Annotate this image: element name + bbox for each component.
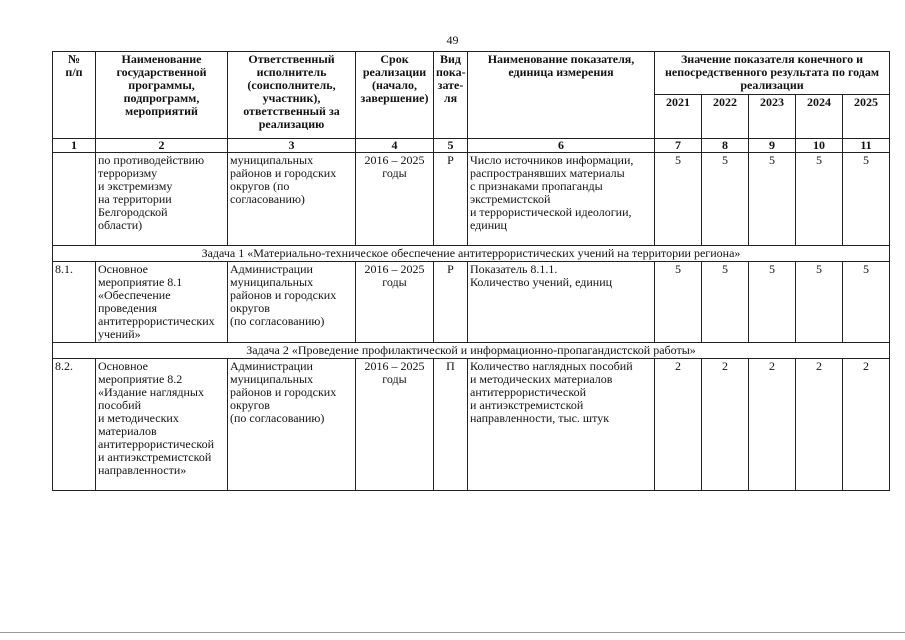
row-value-2025: 5 bbox=[843, 262, 890, 343]
row-indicator: Количество наглядных пособий и методических материалов антитеррористической и антиэкстремистской направленности, тыс. штук bbox=[468, 359, 655, 491]
column-number: 11 bbox=[843, 139, 890, 153]
column-number: 5 bbox=[434, 139, 468, 153]
column-number: 2 bbox=[96, 139, 228, 153]
row-indicator: Число источников информации, распространявших материалы с признаками пропаганды экстремистской и террористической идеологии, единиц bbox=[468, 153, 655, 246]
column-number: 9 bbox=[749, 139, 796, 153]
row-value-2025: 2 bbox=[843, 359, 890, 491]
row-executor: муниципальных районов и городских округов (по согласованию) bbox=[228, 153, 356, 246]
row-num: 8.2. bbox=[53, 359, 96, 491]
column-number: 1 bbox=[53, 139, 96, 153]
table-row bbox=[53, 359, 890, 491]
table-row bbox=[53, 153, 890, 246]
row-value-2022: 2 bbox=[702, 359, 749, 491]
program-table bbox=[52, 51, 890, 491]
row-period: 2016 – 2025 годы bbox=[356, 262, 434, 343]
header-period: Срок реализации (начало, завершение) bbox=[356, 52, 434, 139]
row-value-2023: 5 bbox=[749, 153, 796, 246]
row-type: П bbox=[434, 359, 468, 491]
header-year: 2024 bbox=[796, 95, 843, 139]
scan-edge-line bbox=[0, 632, 905, 633]
row-value-2022: 5 bbox=[702, 153, 749, 246]
row-value-2025: 5 bbox=[843, 153, 890, 246]
row-program: Основное мероприятие 8.2 «Издание наглядных пособий и методических материалов антитеррористической и антиэкстремистской направленности» bbox=[96, 359, 228, 491]
row-indicator: Показатель 8.1.1. Количество учений, единиц bbox=[468, 262, 655, 343]
row-program: Основное мероприятие 8.1 «Обеспечение проведения антитеррористических учений» bbox=[96, 262, 228, 343]
row-value-2024: 2 bbox=[796, 359, 843, 491]
header-year: 2025 bbox=[843, 95, 890, 139]
header-values-group: Значение показателя конечного и непосредственного результата по годам реализации bbox=[655, 52, 890, 95]
row-value-2021: 5 bbox=[655, 262, 702, 343]
column-number: 8 bbox=[702, 139, 749, 153]
header-row bbox=[53, 52, 890, 95]
row-period: 2016 – 2025 годы bbox=[356, 359, 434, 491]
row-value-2024: 5 bbox=[796, 262, 843, 343]
row-value-2021: 2 bbox=[655, 359, 702, 491]
row-value-2023: 2 bbox=[749, 359, 796, 491]
column-number: 3 bbox=[228, 139, 356, 153]
page-number: 49 bbox=[446, 33, 459, 47]
header-year: 2021 bbox=[655, 95, 702, 139]
row-value-2024: 5 bbox=[796, 153, 843, 246]
row-type: Р bbox=[434, 153, 468, 246]
row-type: Р bbox=[434, 262, 468, 343]
column-number: 4 bbox=[356, 139, 434, 153]
row-executor: Администрации муниципальных районов и городских округов (по согласованию) bbox=[228, 262, 356, 343]
header-type: Вид пока-зате-ля bbox=[434, 52, 468, 139]
row-value-2023: 5 bbox=[749, 262, 796, 343]
header-year: 2023 bbox=[749, 95, 796, 139]
task-2-title: Задача 2 «Проведение профилактической и информационно-пропагандистской работы» bbox=[53, 343, 890, 359]
row-num: 8.1. bbox=[53, 262, 96, 343]
task-row bbox=[53, 343, 890, 359]
row-value-2021: 5 bbox=[655, 153, 702, 246]
task-row bbox=[53, 246, 890, 262]
row-executor: Администрации муниципальных районов и городских округов (по согласованию) bbox=[228, 359, 356, 491]
column-numbers-row bbox=[53, 139, 890, 153]
task-1-title: Задача 1 «Материально-техническое обеспечение антитеррористических учений на территории региона» bbox=[53, 246, 890, 262]
column-number: 10 bbox=[796, 139, 843, 153]
header-executor: Ответственный исполнитель (соисполнитель, участник), ответственный за реализацию bbox=[228, 52, 356, 139]
header-year: 2022 bbox=[702, 95, 749, 139]
header-program: Наименование государственной программы, подпрограмм, мероприятий bbox=[96, 52, 228, 139]
row-program: по противодействию терроризму и экстремизму на территории Белгородской области) bbox=[96, 153, 228, 246]
table-row bbox=[53, 262, 890, 343]
column-number: 6 bbox=[468, 139, 655, 153]
header-indicator: Наименование показателя, единица измерения bbox=[468, 52, 655, 139]
column-number: 7 bbox=[655, 139, 702, 153]
row-value-2022: 5 bbox=[702, 262, 749, 343]
row-period: 2016 – 2025 годы bbox=[356, 153, 434, 246]
row-num bbox=[53, 153, 96, 246]
header-num: № п/п bbox=[53, 52, 96, 139]
